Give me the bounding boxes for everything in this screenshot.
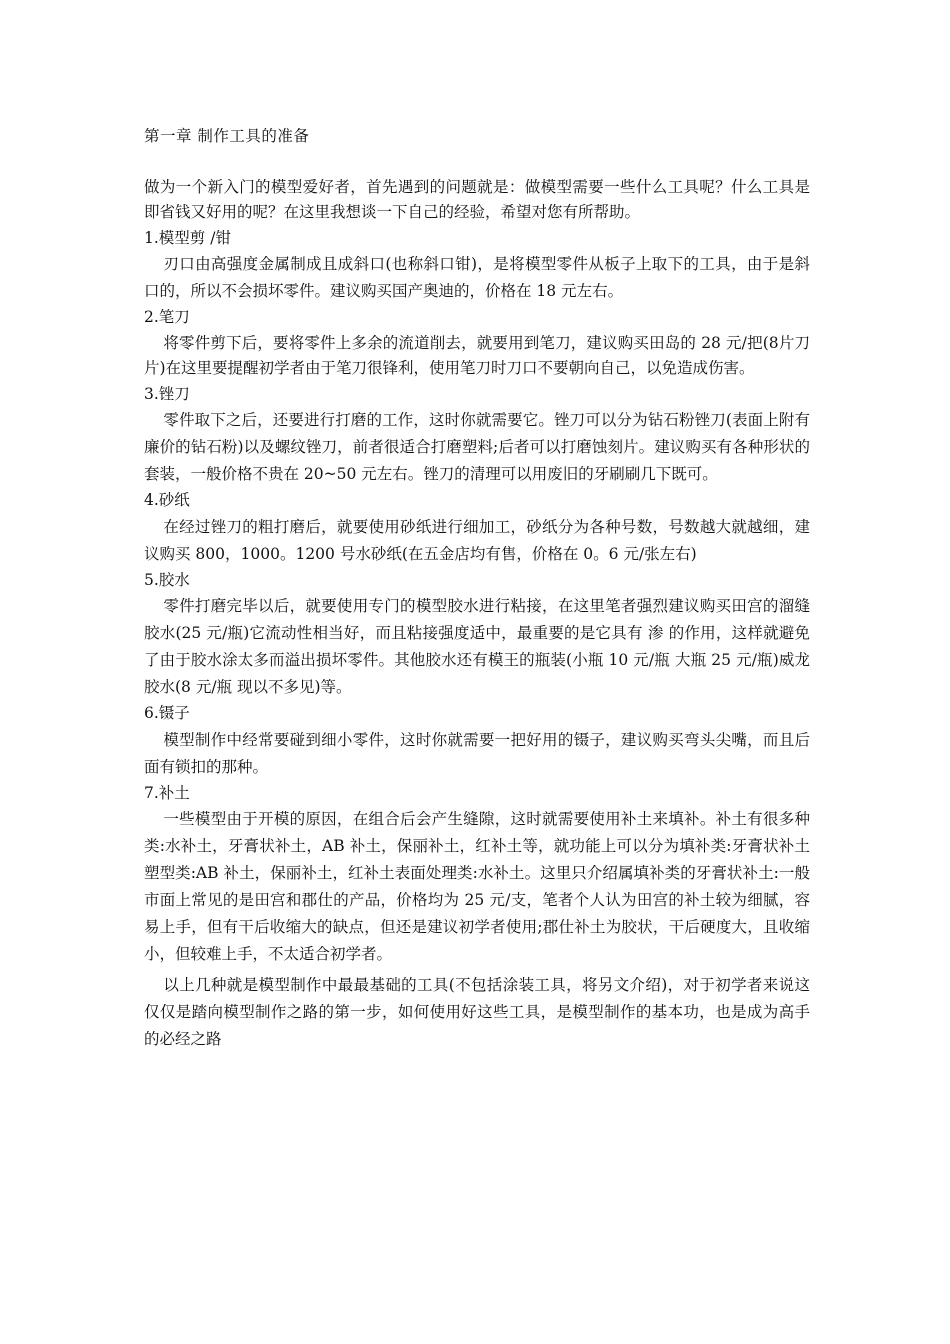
- section-scissors: [144, 226, 810, 306]
- section-pen-knife: [144, 305, 810, 382]
- section-heading: 6.镊子: [144, 704, 190, 722]
- chapter-title: 第一章 制作工具的准备: [144, 127, 310, 145]
- section-body: 一些模型由于开模的原因，在组合后会产生缝隙，这时就需要使用补土来填补。补土有很多种类:水补土，牙膏状补土，AB 补土，保丽补土，红补土等，就功能上可以分为填补类:牙膏状补土 塑型类:AB 补土，保丽补土，红补土表面处理类:水补土。这里只介绍属填补类的牙膏状补土:一般市面上常见的是田宫和郡仕的产品，价格均为 25 元/支，笔者个人认为田宫的补土较为细腻，容易上手，但有干后收缩大的缺点，但还是建议初学者使用;郡仕补土为胶状，干后硬度大，且收缩小，但较难上手，不太适合初学者。: [144, 810, 810, 963]
- section-body: 刃口由高强度金属制成且成斜口(也称斜口钳)，是将模型零件从板子上取下的工具，由于是斜口的，所以不会损坏零件。建议购买国产奥迪的，价格在 18 元左右。: [144, 255, 810, 300]
- section-body: 将零件剪下后，要将零件上多余的流道削去，就要用到笔刀，建议购买田岛的 28 元/把(8片刀片)在这里要提醒初学者由于笔刀很锋利，使用笔刀时刀口不要朝向自己，以免造成伤害。: [144, 333, 810, 377]
- closing-paragraph: 以上几种就是模型制作中最最基础的工具(不包括涂装工具，将另文介绍)，对于初学者来说这仅仅是踏向模型制作之路的第一步，如何使用好这些工具，是模型制作的基本功，也是成为高手的必经之路: [144, 976, 810, 1048]
- section-heading: 2.笔刀: [144, 308, 190, 326]
- section-file: [144, 382, 810, 489]
- section-body: 零件打磨完毕以后，就要使用专门的模型胶水进行粘接，在这里笔者强烈建议购买田宫的溜缝胶水(25 元/瓶)它流动性相当好，而且粘接强度适中，最重要的是它具有 渗 的作用，这样就避免了由于胶水涂太多而溢出损坏零件。其他胶水还有模王的瓶装(小瓶 10 元/瓶 大瓶 25 元/瓶)威龙胶水(8 元/瓶 现以不多见)等。: [144, 597, 810, 696]
- section-tweezers: [144, 701, 810, 781]
- section-putty: [144, 781, 810, 969]
- section-body: 模型制作中经常要碰到细小零件，这时你就需要一把好用的镊子，建议购买弯头尖嘴，而且后面有锁扣的那种。: [144, 730, 810, 776]
- section-sandpaper: [144, 488, 810, 568]
- section-heading: 4.砂纸: [144, 491, 190, 509]
- section-glue: [144, 568, 810, 702]
- section-heading: 5.胶水: [144, 570, 190, 589]
- section-body: 零件取下之后，还要进行打磨的工作，这时你就需要它。锉刀可以分为钻石粉锉刀(表面上附有廉价的钻石粉)以及螺纹锉刀，前者很适合打磨塑料;后者可以打磨蚀刻片。建议购买有各种形状的套装，一般价格不贵在 20~50 元左右。锉刀的清理可以用废旧的牙刷刷几下既可。: [144, 411, 810, 483]
- section-heading: 1.模型剪 /钳: [144, 228, 231, 247]
- intro-paragraph: 做为一个新入门的模型爱好者，首先遇到的问题就是：做模型需要一些什么工具呢？什么工具是即省钱又好用的呢？在这里我想谈一下自己的经验，希望对您有所帮助。: [144, 177, 810, 221]
- section-body: 在经过锉刀的粗打磨后，就要使用砂纸进行细加工，砂纸分为各种号数，号数越大就越细，建议购买 800，1000。1200 号水砂纸(在五金店均有售，价格在 0。6 元/张左右): [144, 517, 810, 563]
- section-heading: 3.锉刀: [144, 384, 190, 403]
- section-heading: 7.补土: [144, 783, 190, 802]
- document-content: [144, 124, 810, 1053]
